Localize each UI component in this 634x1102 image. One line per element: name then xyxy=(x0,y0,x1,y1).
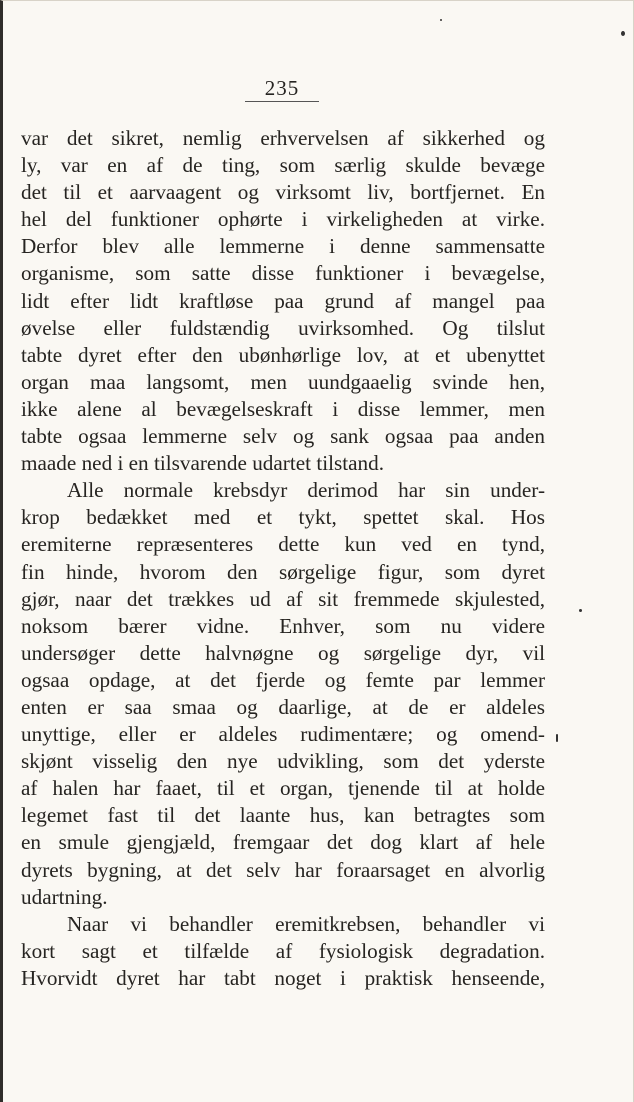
ink-speck xyxy=(556,734,558,742)
text-line: Hvorvidt dyret har tabt noget i praktisk henseende, xyxy=(21,965,545,990)
text-line: tabte dyret efter den ubønhørlige lov, at et ubenyttet xyxy=(21,342,545,367)
text-line: undersøger dette halvnøgne og sørgelige dyr, vil xyxy=(21,640,545,665)
text-line: var det sikret, nemlig erhvervelsen af sikkerhed og xyxy=(21,126,545,150)
text-line: Derfor blev alle lemmerne i denne sammensatte xyxy=(21,234,545,259)
text-line: enten er saa smaa og daarlige, at de er aldeles xyxy=(21,694,545,719)
text-line: Naar vi behandler eremitkrebsen, behandler vi xyxy=(67,911,545,936)
text-line: fin hinde, hvorom den sørgelige figur, som dyret xyxy=(21,559,545,584)
ink-speck xyxy=(440,19,442,21)
ink-speck xyxy=(579,609,582,612)
text-line: kort sagt et tilfælde af fysiologisk degradation. xyxy=(21,938,545,963)
text-line: Alle normale krebsdyr derimod har sin under- xyxy=(67,478,545,503)
text-line: af halen har faaet, til et organ, tjenende til at holde xyxy=(21,776,545,801)
text-line: ikke alene al bevægelseskraft i disse lemmer, men xyxy=(21,396,545,421)
text-line: maade ned i en tilsvarende udartet tilstand. xyxy=(21,451,385,476)
text-line: hel del funktioner ophørte i virkeligheden at virke. xyxy=(21,207,545,232)
text-line: noksom bærer vidne. Enhver, som nu videre xyxy=(21,613,545,638)
text-line: tabte ogsaa lemmerne selv og sank ogsaa paa anden xyxy=(21,424,545,449)
text-line: lidt efter lidt kraftløse paa grund af mangel paa xyxy=(21,288,545,313)
text-line: dyrets bygning, at det selv har foraarsaget en alvorlig xyxy=(21,857,545,882)
body-text xyxy=(21,125,545,992)
text-line: unyttige, eller er aldeles rudimentære; og omend- xyxy=(21,722,545,747)
page-number: 235 xyxy=(245,77,319,102)
text-line: legemet fast til det laante hus, kan betragtes som xyxy=(21,803,545,828)
text-line: en smule gjengjæld, fremgaar det dog klart af hele xyxy=(21,830,545,855)
text-line: ly, var en af de ting, som særlig skulde bevæge xyxy=(21,153,545,178)
text-line: udartning. xyxy=(21,884,108,909)
text-line: øvelse eller fuldstændig uvirksomhed. Og tilslut xyxy=(21,315,545,340)
text-line: organ maa langsomt, men uundgaaelig svinde hen, xyxy=(21,369,545,394)
text-line: skjønt visselig den nye udvikling, som det yderste xyxy=(21,749,545,774)
ink-speck xyxy=(621,31,625,36)
text-line: eremiterne repræsenteres dette kun ved en tynd, xyxy=(21,532,545,557)
text-line: det til et aarvaagent og virksomt liv, bortfjernet. En xyxy=(21,180,545,205)
text-line: krop bedækket med et tykt, spettet skal. Hos xyxy=(21,505,545,530)
text-line: organisme, som satte disse funktioner i bevægelse, xyxy=(21,261,545,286)
text-line: gjør, naar det trækkes ud af sit fremmede skjulested, xyxy=(21,586,545,611)
text-line: ogsaa opdage, at det fjerde og femte par lemmer xyxy=(21,667,545,692)
